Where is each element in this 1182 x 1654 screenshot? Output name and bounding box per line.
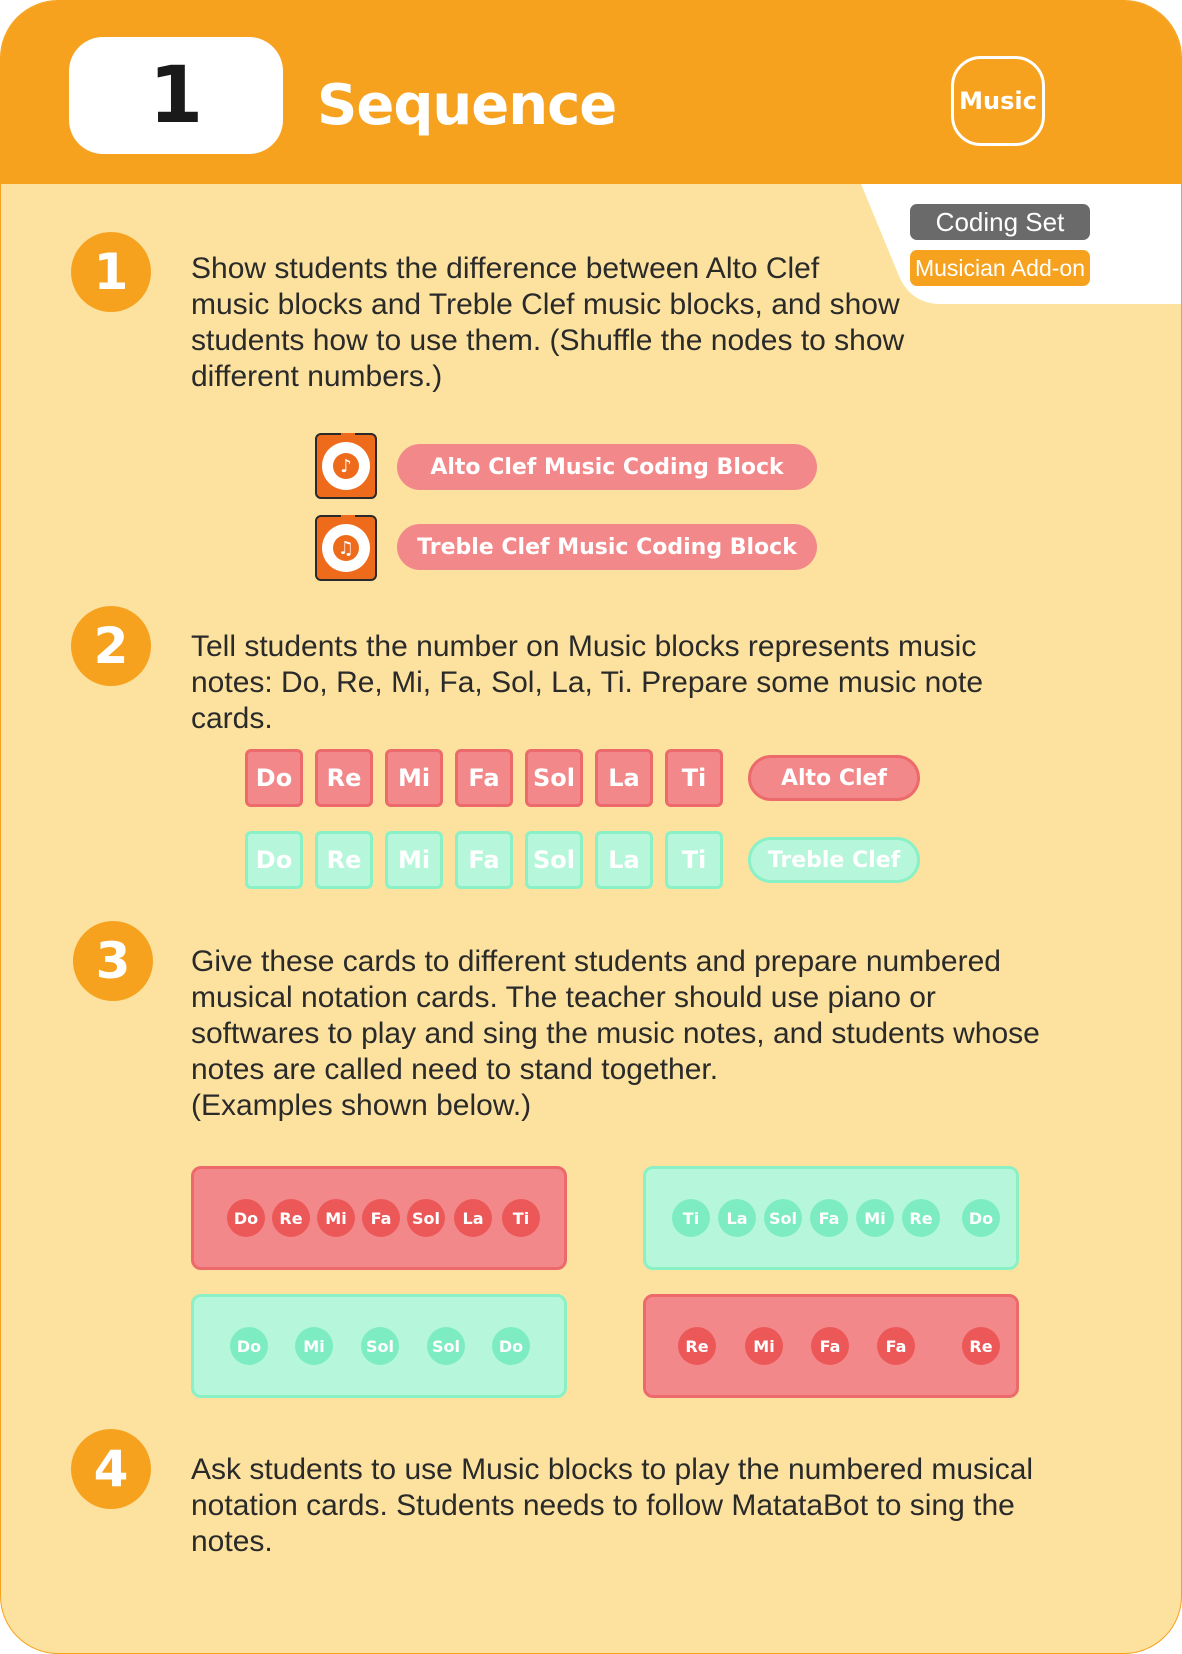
note-dot: Mi <box>745 1327 783 1365</box>
notation-card-green <box>191 1294 567 1398</box>
coding-set-tag: Coding Set <box>910 204 1090 240</box>
note-card-green: Sol <box>525 831 583 889</box>
notation-card-red <box>643 1294 1019 1398</box>
note-dot: Sol <box>427 1327 465 1365</box>
notation-card-red <box>191 1166 567 1270</box>
note-card-red: Fa <box>455 749 513 807</box>
note-dot: Re <box>678 1327 716 1365</box>
notation-card-green <box>643 1166 1019 1270</box>
note-dot: Fa <box>810 1199 848 1237</box>
note-dot: Sol <box>361 1327 399 1365</box>
subject-badge: Music <box>951 56 1045 146</box>
note-dot: Mi <box>295 1327 333 1365</box>
note-card-green: Ti <box>665 831 723 889</box>
note-dot: Re <box>962 1327 1000 1365</box>
card-header <box>1 1 1181 184</box>
note-card-red: Sol <box>525 749 583 807</box>
card-title: Sequence <box>317 73 617 138</box>
note-card-red: Ti <box>665 749 723 807</box>
treble-clef-block-label: Treble Clef Music Coding Block <box>397 524 817 570</box>
note-dot: Ti <box>502 1199 540 1237</box>
note-dot: Do <box>492 1327 530 1365</box>
note-dot: Fa <box>877 1327 915 1365</box>
note-dot: Re <box>902 1199 940 1237</box>
note-dot: Sol <box>764 1199 802 1237</box>
note-card-green: Fa <box>455 831 513 889</box>
alto-clef-block-label: Alto Clef Music Coding Block <box>397 444 817 490</box>
step-2-number: 2 <box>71 606 151 686</box>
note-dot: Sol <box>407 1199 445 1237</box>
step-3-number: 3 <box>73 921 153 1001</box>
note-dot: Do <box>962 1199 1000 1237</box>
clef-label: Treble Clef <box>748 837 920 883</box>
note-card-red: Mi <box>385 749 443 807</box>
note-dot: Re <box>272 1199 310 1237</box>
note-card-green: Re <box>315 831 373 889</box>
note-dot: La <box>454 1199 492 1237</box>
step-1-text: Show students the difference between Alto Clef music blocks and Treble Clef music blocks, and show students how to use them. (Shuffle the nodes to show different numbers.) <box>191 252 905 393</box>
note-dot: Do <box>227 1199 265 1237</box>
clef-label: Alto Clef <box>748 755 920 801</box>
note-dot: Mi <box>856 1199 894 1237</box>
note-dot: La <box>718 1199 756 1237</box>
step-4-text: Ask students to use Music blocks to play the numbered musical notation cards. Students needs to follow MatataBot to sing the notes. <box>191 1453 1034 1558</box>
note-card-green: Do <box>245 831 303 889</box>
step-4-number: 4 <box>71 1429 151 1509</box>
note-dot: Ti <box>672 1199 710 1237</box>
note-card-green: Mi <box>385 831 443 889</box>
treble-clef-block-icon: ♫ <box>315 515 377 581</box>
note-card-red: Do <box>245 749 303 807</box>
note-card-red: Re <box>315 749 373 807</box>
note-dot: Fa <box>811 1327 849 1365</box>
step-3-text: Give these cards to different students and prepare numbered musical notation cards. The teacher should use piano or softwares to play and sing the music notes, and students whose notes are called need to stand together. (Examples shown below.) <box>191 945 1040 1122</box>
alto-clef-block-icon: ♪ <box>315 433 377 499</box>
card-number: 1 <box>69 37 283 154</box>
note-card-red: La <box>595 749 653 807</box>
note-dot: Do <box>230 1327 268 1365</box>
musician-addon-tag: Musician Add-on <box>910 250 1090 286</box>
step-1-number: 1 <box>71 232 151 312</box>
note-dot: Fa <box>362 1199 400 1237</box>
step-2-text: Tell students the number on Music blocks represents music notes: Do, Re, Mi, Fa, Sol, La, Ti. Prepare some music note cards. <box>191 630 983 735</box>
note-card-green: La <box>595 831 653 889</box>
note-dot: Mi <box>317 1199 355 1237</box>
